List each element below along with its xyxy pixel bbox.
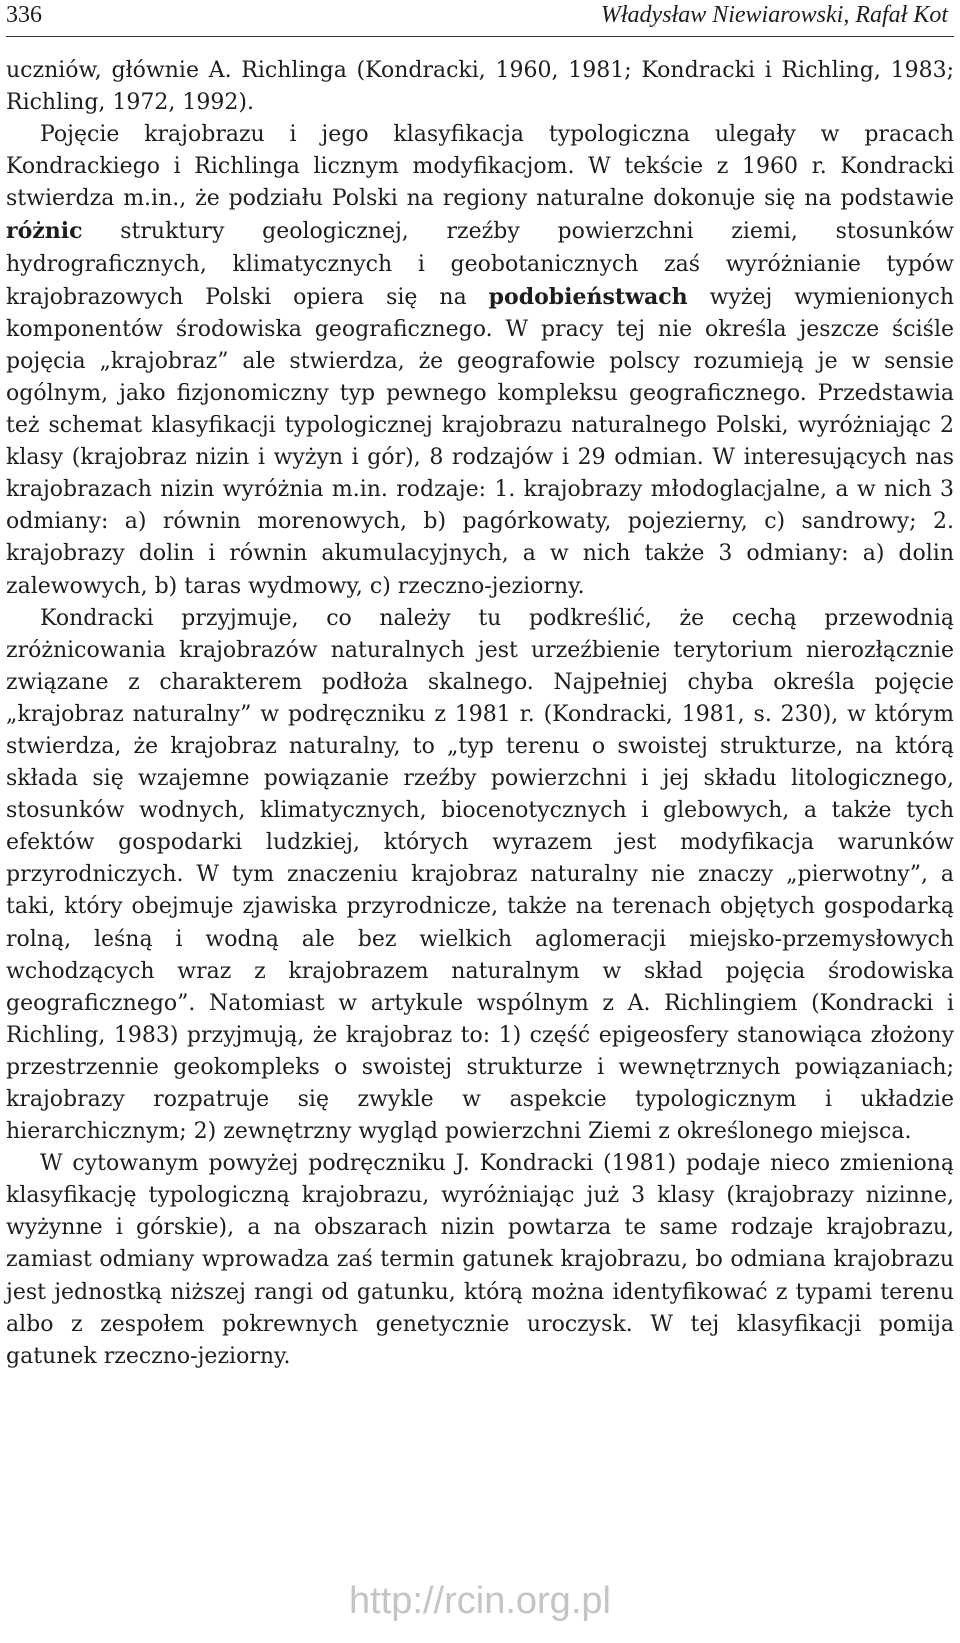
paragraph-4-text: W cytowanym powyżej podręczniku J. Kondracki (1981) podaje nieco zmienioną klasyfikację typologiczną krajobrazu, wyróżniając już 3 klasy (krajobrazy nizinne, wyżynne i górskie), a na obszarach nizin powtarza te same rodzaje krajobrazu, zamiast odmiany wprowadza zaś termin gatunek krajobrazu, bo odmiana krajobrazu jest jednostką niższej rangi od gatunku, którą można identyfikować z typami terenu albo z zespołem pokrewnych genetycznie uroczysk. W tej klasyfikacji pomija gatunek rzeczno-jeziorny. (6, 1151, 954, 1369)
paragraph-4 (6, 1148, 954, 1373)
paragraph-2 (6, 119, 954, 602)
paragraph-2-text-c: wyżej wymienionych komponentów środowiska geograficznego. W pracy tej nie określa jeszcze ściśle pojęcia „krajobraz” ale stwierdza, że geografowie polscy rozumieją je w sensie ogólnym, jako fizjonomiczny typ pewnego kompleksu geograficznego. Przedstawia też schemat klasyfikacji typologicznej krajobrazu naturalnego Polski, wyróżniając 2 klasy (krajobraz nizin i wyżyn i gór), 8 rodzajów i 29 odmian. W interesujących nas krajobrazach nizin wyróżnia m.in. rodzaje: 1. krajobrazy młodoglacjalne, a w nich 3 odmiany: a) równin morenowych, b) pagórkowaty, pojezierny, c) sandrowy; 2. krajobrazy dolin i równin akumulacyjnych, a w nich także 3 odmiany: a) dolin zalewowych, b) taras wydmowy, c) rzeczno-jeziorny. (6, 284, 954, 599)
body-text (6, 55, 954, 1373)
paragraph-1-text: uczniów, głównie A. Richlinga (Kondracki, 1960, 1981; Kondracki i Richling, 1983; Richling, 1972, 1992). (6, 58, 954, 116)
page-number: 336 (6, 2, 42, 28)
paragraph-3-text: Kondracki przyjmuje, co należy tu podkreślić, że cechą przewodnią zróżnicowania krajobrazów naturalnych jest urzeźbienie terytorium nierozłącznie związane z charakterem podłoża skalnego. Najpełniej chyba określa pojęcie „krajobraz naturalny” w podręczniku z 1981 r. (Kondracki, 1981, s. 230), w którym stwierdza, że krajobraz naturalny, to „typ terenu o swoistej strukturze, na którą składa się wzajemne powiązanie rzeźby powierzchni i jej składu litologicznego, stosunków wodnych, klimatycznych, biocenotycznych i glebowych, a także tych efektów gospodarki ludzkiej, których wyrazem jest modyfikacja warunków przyrodniczych. W tym znaczeniu krajobraz naturalny nie znaczy „pierwotny”, a taki, który obejmuje zjawiska przyrodnicze, także na terenach objętych gospodarką rolną, leśną i wodną ale bez wielkich aglomeracji miejsko-przemysłowych wchodzących wraz z krajobrazem naturalnym w skład pojęcia środowiska geograficznego”. Natomiast w artykule wspólnym z A. Richlingiem (Kondracki i Richling, 1983) przyjmują, że krajobraz to: 1) część epigeosfery stanowiąca złożony przestrzennie geokompleks o swoistej strukturze i wewnętrznych powiązaniach; krajobrazy rozpatruje się zwykle w aspekcie typologicznym i układzie hierarchicznym; 2) zewnętrzny wygląd powierzchni Ziemi z określonego miejsca. (6, 605, 954, 1145)
paragraph-2-text-a: Pojęcie krajobrazu i jego klasyfikacja typologiczna ulegały w pracach Kondrackiego i Richlinga licznym modyfikacjom. W tekście z 1960 r. Kondracki stwierdza m.in., że podziału Polski na regiony naturalne dokonuje się na podstawie (6, 122, 954, 212)
paragraph-2-text-b: struktury geologicznej, rzeźby powierzchni ziemi, stosunków hydrograficznych, klimatycznych i geobotanicznych zaś wyróżnianie typów krajobrazowych Polski opiera się na (6, 219, 954, 310)
page-header (6, 0, 954, 37)
running-head: Władysław Niewiarowski, Rafał Kot (600, 2, 948, 28)
paragraph-3 (6, 603, 954, 1149)
emphasis-podobienstwach: podobieństwach (488, 283, 688, 310)
paragraph-1 (6, 55, 954, 119)
emphasis-roznic: różnic (6, 218, 83, 245)
source-url-watermark: http://rcin.org.pl (349, 1580, 611, 1622)
